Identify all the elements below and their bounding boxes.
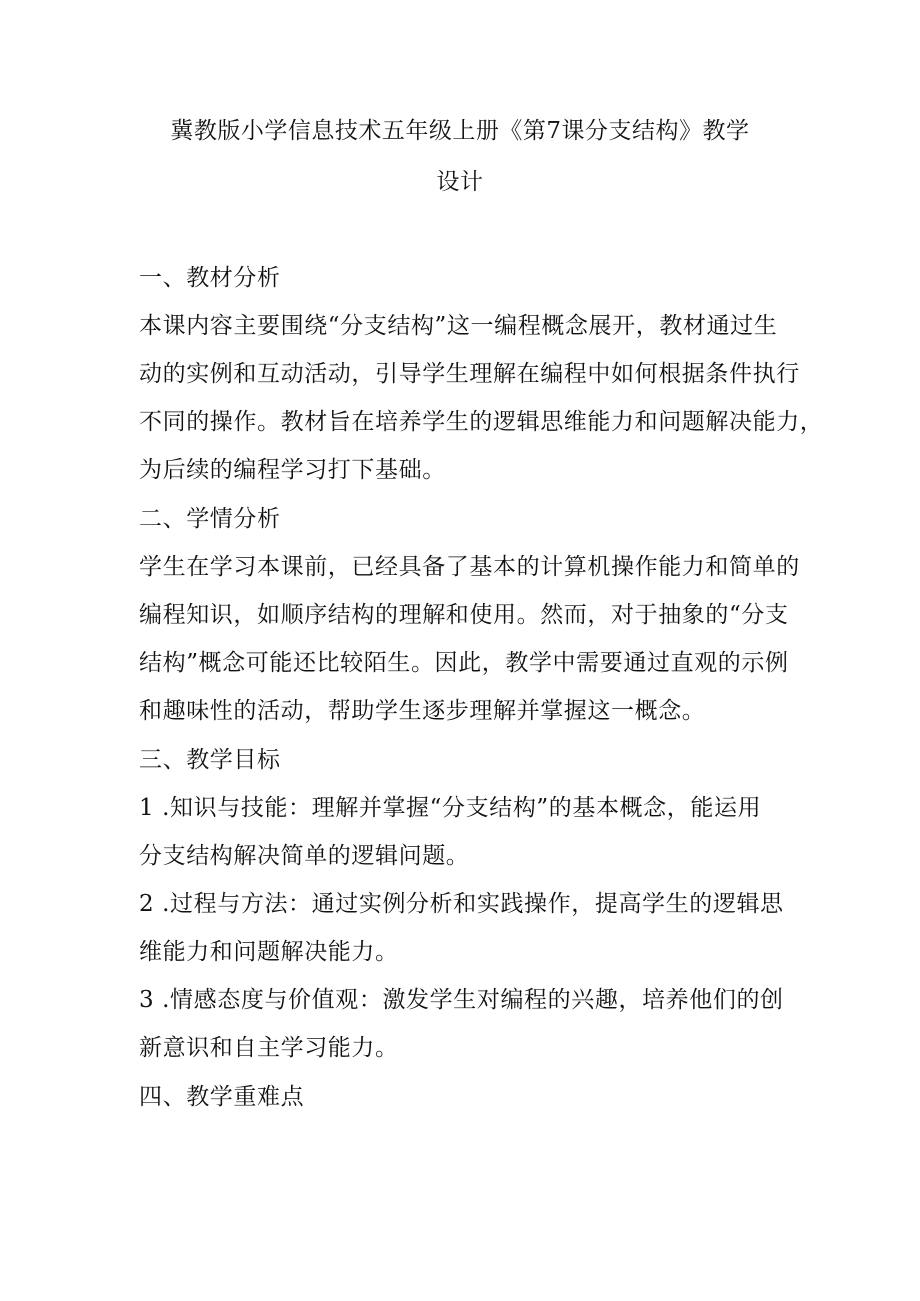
paragraph-line: 学生在学习本课前，已经具备了基本的计算机操作能力和简单的 bbox=[139, 554, 800, 580]
paragraph-line: 结构”概念可能还比较陌生。因此，教学中需要通过直观的示例 bbox=[139, 650, 789, 676]
objective-line: 分支结构解决简单的逻辑问题。 bbox=[139, 843, 470, 869]
objective-line: 维能力和问题解决能力。 bbox=[139, 939, 399, 965]
objective-line: 1 .知识与技能：理解并掌握“分支结构”的基本概念，能运用 bbox=[139, 795, 762, 821]
section-heading-textbook-analysis: 一、教材分析 bbox=[139, 265, 281, 291]
section-heading-learner-analysis: 二、学情分析 bbox=[139, 506, 281, 532]
paragraph-line: 和趣味性的活动，帮助学生逐步理解并掌握这一概念。 bbox=[139, 698, 706, 724]
paragraph-line: 不同的操作。教材旨在培养学生的逻辑思维能力和问题解决能力， bbox=[139, 409, 824, 435]
document-title-line-1: 冀教版小学信息技术五年级上册《第7课分支结构》教学 bbox=[170, 118, 750, 144]
section-heading-key-difficult-points: 四、教学重难点 bbox=[139, 1084, 305, 1110]
paragraph-line: 编程知识，如顺序结构的理解和使用。然而，对于抽象的“分支 bbox=[139, 602, 789, 628]
paragraph-line: 本课内容主要围绕“分支结构”这一编程概念展开，教材通过生 bbox=[139, 313, 778, 339]
objective-line: 2 .过程与方法：通过实例分析和实践操作，提高学生的逻辑思 bbox=[139, 891, 784, 917]
paragraph-line: 动的实例和互动活动，引导学生理解在编程中如何根据条件执行 bbox=[139, 361, 800, 387]
objective-line: 3 .情感态度与价值观：激发学生对编程的兴趣，培养他们的创 bbox=[139, 987, 784, 1013]
section-heading-teaching-objectives: 三、教学目标 bbox=[139, 747, 281, 773]
paragraph-line: 为后续的编程学习打下基础。 bbox=[139, 457, 446, 483]
objective-line: 新意识和自主学习能力。 bbox=[139, 1035, 399, 1061]
document-title-line-2: 设计 bbox=[436, 169, 484, 195]
